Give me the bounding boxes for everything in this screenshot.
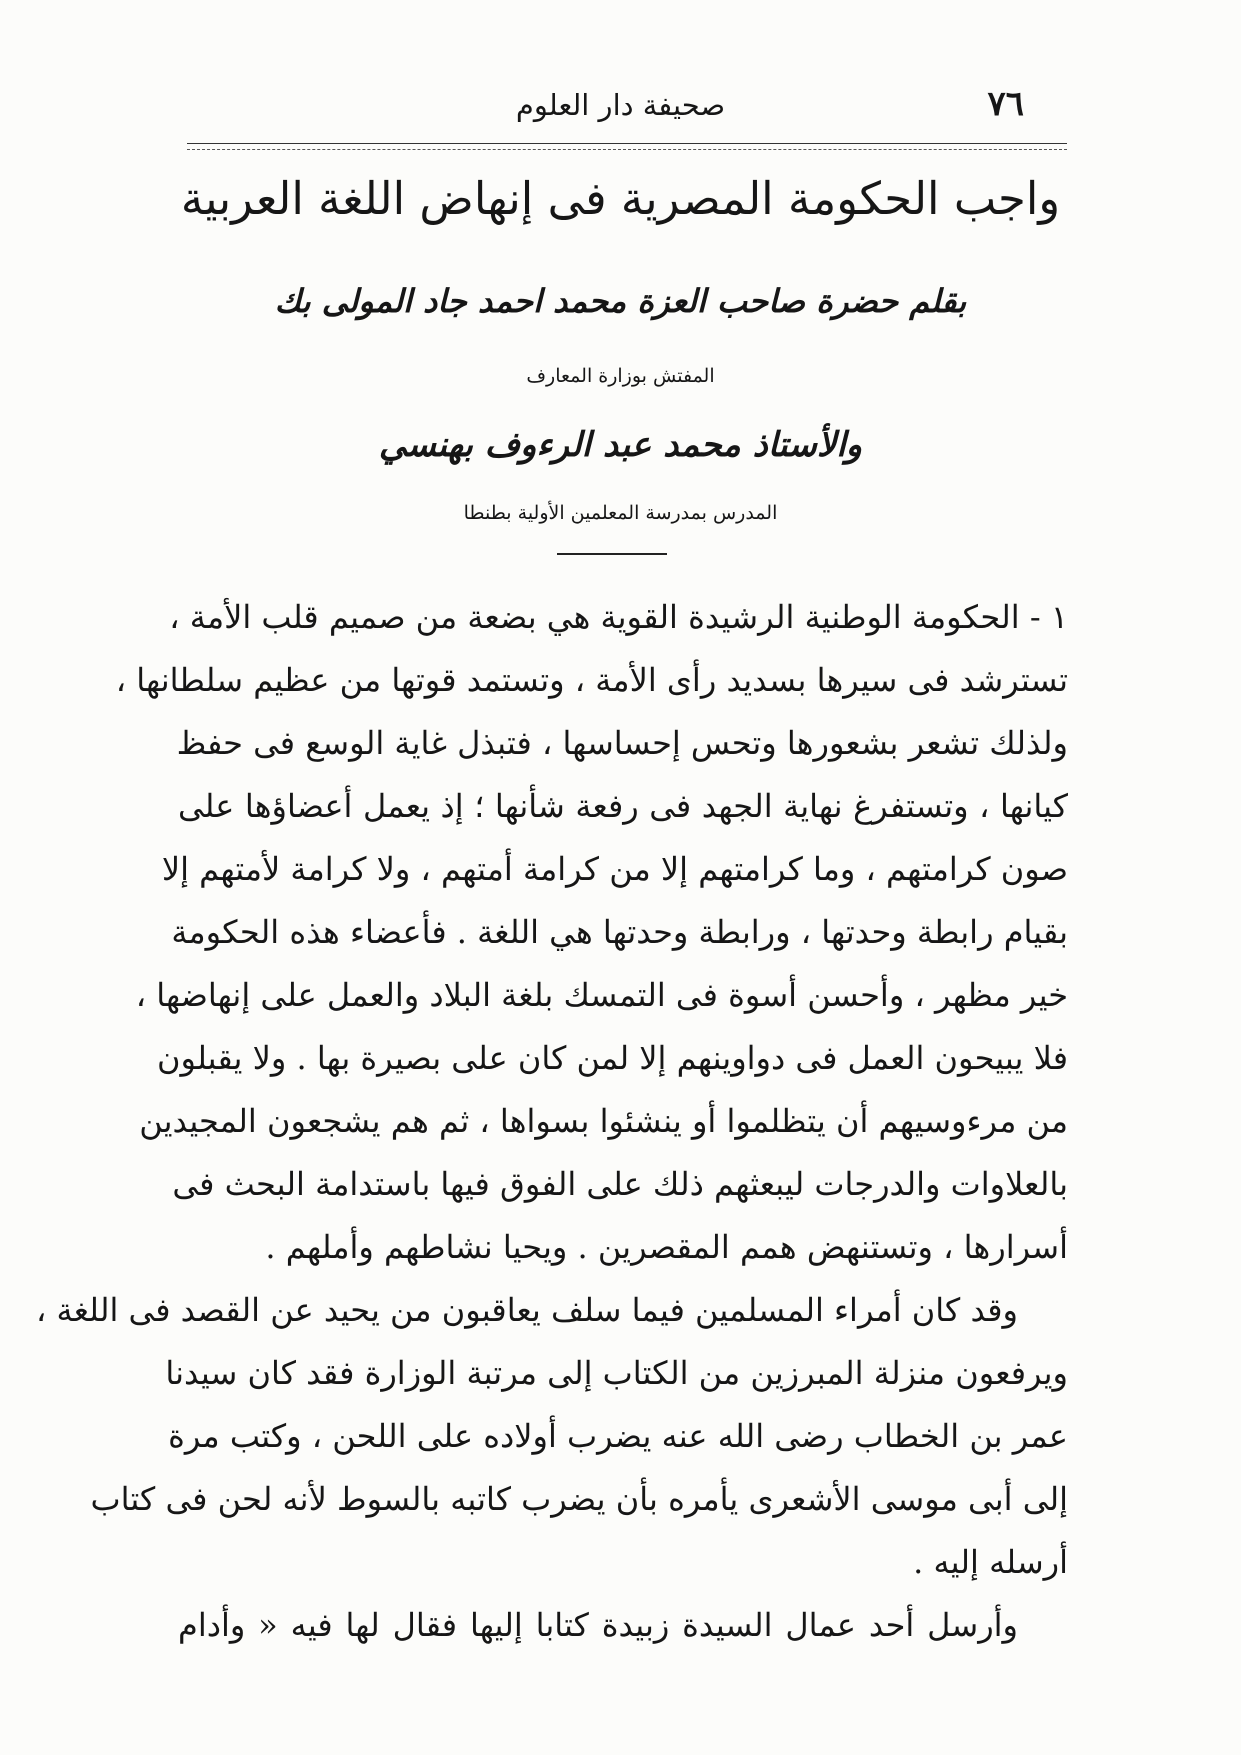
body-line: بقيام رابطة وحدتها ، ورابطة وحدتها هي اللغة . فأعضاء هذه الحكومة	[171, 913, 1068, 951]
body-line: خير مظهر ، وأحسن أسوة فى التمسك بلغة البلاد والعمل على إنهاضها ،	[135, 976, 1068, 1014]
body-line: وأرسل أحد عمال السيدة زبيدة كتابا إليها فقال لها فيه « وأدام	[178, 1606, 1018, 1644]
page-number: ٧٦	[987, 84, 1024, 124]
body-line: عمر بن الخطاب رضى الله عنه يضرب أولاده على اللحن ، وكتب مرة	[168, 1417, 1068, 1455]
body-line: ولذلك تشعر بشعورها وتحس إحساسها ، فتبذل غاية الوسع فى حفظ	[176, 724, 1068, 762]
body-line: ويرفعون منزلة المبرزين من الكتاب إلى مرتبة الوزارة فقد كان سيدنا	[165, 1354, 1068, 1392]
affiliation-second-author: المدرس بمدرسة المعلمين الأولية بطنطا	[463, 502, 778, 524]
byline-primary-author: بقلم حضرة صاحب العزة محمد احمد جاد المولى بك	[274, 282, 967, 320]
body-line: من مرءوسيهم أن يتظلموا أو ينشئوا بسواها ، ثم هم يشجعون المجيدين	[139, 1102, 1068, 1140]
article-title: واجب الحكومة المصرية فى إنهاض اللغة العربية	[180, 172, 1061, 225]
title-separator	[557, 553, 667, 555]
affiliation-primary-author: المفتش بوزارة المعارف	[526, 365, 715, 387]
body-line: كيانها ، وتستفرغ نهاية الجهد فى رفعة شأنها ؛ إذ يعمل أعضاؤها على	[178, 787, 1068, 825]
body-line: وقد كان أمراء المسلمين فيما سلف يعاقبون من يحيد عن القصد فى اللغة ،	[36, 1291, 1018, 1329]
body-line: أسرارها ، وتستنهض همم المقصرين . ويحيا نشاطهم وأملهم .	[265, 1228, 1068, 1266]
body-line: فلا يبيحون العمل فى دواوينهم إلا لمن كان على بصيرة بها . ولا يقبلون	[157, 1039, 1068, 1077]
body-line: تسترشد فى سيرها بسديد رأى الأمة ، وتستمد قوتها من عظيم سلطانها ،	[115, 661, 1068, 699]
body-line: ١ - الحكومة الوطنية الرشيدة القوية هي بضعة من صميم قلب الأمة ،	[169, 598, 1068, 636]
article-body	[36, 586, 1068, 1657]
header-rule-dashed	[187, 149, 1067, 150]
body-line: صون كرامتهم ، وما كرامتهم إلا من كرامة أمتهم ، ولا كرامة لأمتهم إلا	[161, 850, 1068, 888]
header-rule	[187, 143, 1067, 144]
byline-second-author: والأستاذ محمد عبد الرءوف بهنسي	[378, 425, 863, 465]
running-title: صحيفة دار العلوم	[515, 88, 726, 122]
body-line: بالعلاوات والدرجات ليبعثهم ذلك على الفوق فيها باستدامة البحث فى	[172, 1165, 1068, 1203]
body-line: أرسله إليه .	[913, 1543, 1068, 1581]
body-line: إلى أبى موسى الأشعرى يأمره بأن يضرب كاتبه بالسوط لأنه لحن فى كتاب	[90, 1480, 1068, 1518]
